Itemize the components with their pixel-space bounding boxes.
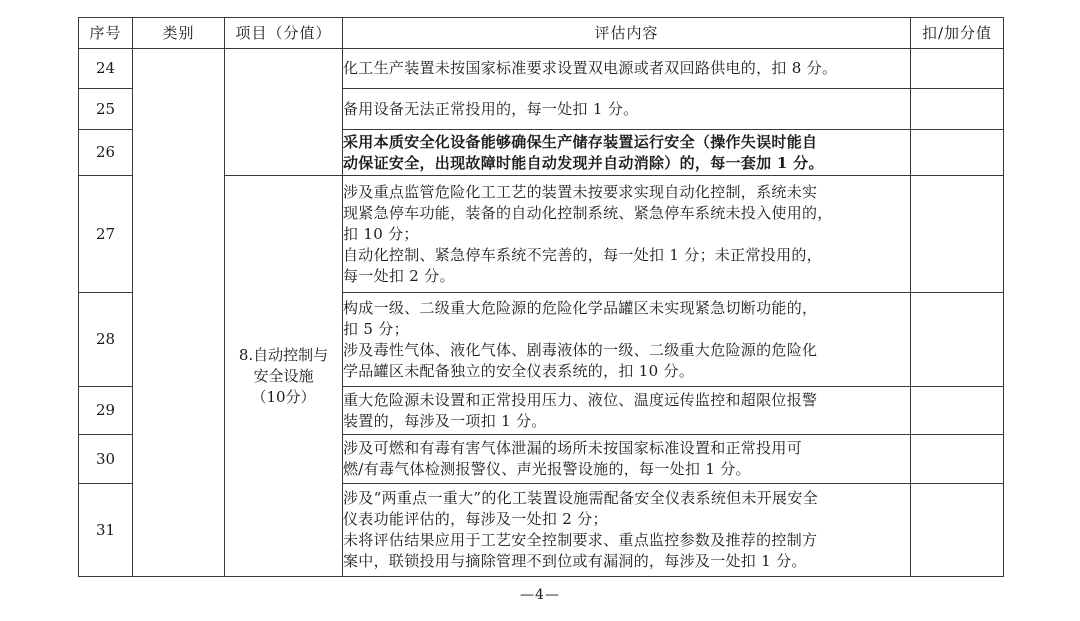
header-category: 类别 bbox=[133, 18, 225, 49]
row-number: 25 bbox=[79, 89, 133, 130]
content-line: 装置的，每涉及一项扣 1 分。 bbox=[343, 411, 547, 430]
header-content: 评估内容 bbox=[343, 18, 911, 49]
content-line: 扣 5 分； bbox=[343, 319, 409, 338]
content-cell bbox=[343, 89, 911, 130]
content-cell bbox=[343, 435, 911, 484]
score-cell bbox=[911, 49, 1004, 89]
header-item: 项目（分值） bbox=[225, 18, 343, 49]
content-line: 扣 10 分； bbox=[343, 224, 419, 243]
content-line: 采用本质安全化设备能够确保生产储存装置运行安全（操作失误时能自 bbox=[343, 132, 818, 151]
content-cell bbox=[343, 293, 911, 387]
content-cell bbox=[343, 130, 911, 176]
content-line: 燃/有毒气体检测报警仪、声光报警设施的，每一处扣 1 分。 bbox=[343, 460, 751, 478]
row-number: 24 bbox=[79, 49, 133, 89]
item-name-line1: 8.自动控制与 bbox=[238, 345, 329, 364]
content-line: 动保证安全，出现故障时能自动发现并自动消除）的，每一套加 1 分。 bbox=[343, 153, 824, 172]
header-score: 扣/加分值 bbox=[911, 18, 1004, 49]
item-cell-blank bbox=[225, 49, 343, 176]
content-line: 现紧急停车功能，装备的自动化控制系统、紧急停车系统未投入使用的， bbox=[343, 203, 833, 222]
row-number: 26 bbox=[79, 130, 133, 176]
score-cell bbox=[911, 89, 1004, 130]
content-line: 涉及“两重点一重大”的化工装置设施需配备安全仪表系统但未开展安全 bbox=[343, 489, 818, 507]
content-line: 学品罐区未配备独立的安全仪表系统的，扣 10 分。 bbox=[343, 361, 695, 380]
row-number: 27 bbox=[79, 176, 133, 293]
table-row bbox=[79, 49, 1004, 89]
item-cell bbox=[225, 176, 343, 577]
page-number: —4— bbox=[520, 587, 560, 603]
score-cell bbox=[911, 435, 1004, 484]
content-cell bbox=[343, 387, 911, 435]
row-number: 28 bbox=[79, 293, 133, 387]
content-line: 备用设备无法正常投用的，每一处扣 1 分。 bbox=[343, 99, 639, 118]
content-line: 自动化控制、紧急停车系统不完善的，每一处扣 1 分；未正常投用的， bbox=[343, 245, 822, 264]
row-number: 30 bbox=[79, 435, 133, 484]
content-line: 构成一级、二级重大危险源的危险化学品罐区未实现紧急切断功能的， bbox=[343, 298, 818, 317]
score-cell bbox=[911, 176, 1004, 293]
content-line: 涉及重点监管危险化工工艺的装置未按要求实现自动化控制，系统未实 bbox=[343, 182, 818, 201]
content-line: 未将评估结果应用于工艺安全控制要求、重点监控参数及推荐的控制方 bbox=[343, 531, 818, 549]
row-number: 29 bbox=[79, 387, 133, 435]
score-cell bbox=[911, 130, 1004, 176]
score-cell bbox=[911, 293, 1004, 387]
row-number: 31 bbox=[79, 484, 133, 577]
item-name-line2: 安全设施 bbox=[253, 366, 314, 385]
content-line: 涉及可燃和有毒有害气体泄漏的场所未按国家标准设置和正常投用可 bbox=[343, 439, 803, 457]
category-cell bbox=[133, 49, 225, 577]
item-points: （10分） bbox=[251, 387, 316, 406]
content-line: 案中，联锁投用与摘除管理不到位或有漏洞的，每涉及一处扣 1 分。 bbox=[343, 552, 807, 570]
content-line: 仪表功能评估的，每涉及一处扣 2 分； bbox=[343, 510, 608, 528]
content-cell bbox=[343, 484, 911, 577]
table-header-row bbox=[79, 18, 1004, 49]
header-seq: 序号 bbox=[79, 18, 133, 49]
score-cell bbox=[911, 484, 1004, 577]
content-line: 化工生产装置未按国家标准要求设置双电源或者双回路供电的，扣 8 分。 bbox=[343, 59, 838, 77]
content-cell bbox=[343, 49, 911, 89]
content-line: 重大危险源未设置和正常投用压力、液位、温度远传监控和超限位报警 bbox=[343, 390, 818, 409]
content-line: 涉及毒性气体、液化气体、剧毒液体的一级、二级重大危险源的危险化 bbox=[343, 340, 818, 359]
content-line: 每一处扣 2 分。 bbox=[343, 266, 455, 285]
score-cell bbox=[911, 387, 1004, 435]
content-cell bbox=[343, 176, 911, 293]
evaluation-table bbox=[78, 17, 1004, 577]
